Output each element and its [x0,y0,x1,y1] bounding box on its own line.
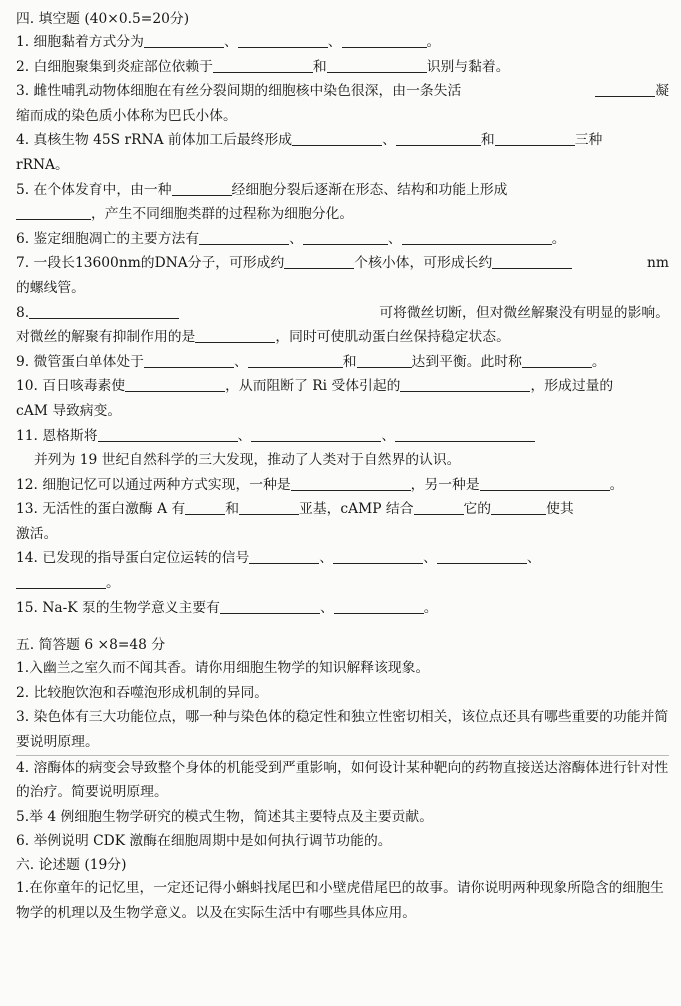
answer-blank[interactable] [284,254,354,269]
answer-blank[interactable] [29,304,179,319]
short-answer-2: 2. 比较胞饮泡和吞噬泡形成机制的异同。 [16,684,269,701]
answer-blank[interactable] [98,427,238,442]
question-10-cont: cAM 导致病变。 [16,402,122,419]
answer-blank[interactable] [16,574,106,589]
question-9: 9. 微管蛋白单体处于 、 和 达到平衡。此时称 。 [16,353,606,370]
answer-blank[interactable] [249,549,319,564]
answer-blank[interactable] [334,599,424,614]
answer-blank[interactable] [239,500,299,515]
answer-blank[interactable] [248,353,343,368]
answer-blank[interactable] [125,377,225,392]
short-answer-1: 1.入幽兰之室久而不闻其香。请你用细胞生物学的知识解释该现象。 [16,660,430,677]
answer-blank[interactable] [213,58,313,73]
section-6-title: 六. 论述题 (19分) [16,857,127,873]
answer-blank[interactable] [357,353,412,368]
short-answer-3: 3. 染色体有三大功能位点，哪一种与染色体的稳定性和独立性密切相关，该位点还具有哪些重要的功能并简要说明原理。 [16,709,669,751]
answer-blank[interactable] [220,599,320,614]
section-5-title: 五. 简答题 6 ×8=48 分 [16,637,166,654]
question-6: 6. 鉴定细胞凋亡的主要方法有 、 、 。 [16,230,566,247]
answer-blank[interactable] [291,476,411,491]
answer-blank[interactable] [400,377,530,392]
question-7: 7. 一段长13600nm的DNA分子，可形成约 个核小体，可形成长约 nm [16,255,669,272]
answer-blank[interactable] [144,33,224,48]
question-15: 15. Na-K 泵的生物学意义主要有 、 。 [16,599,438,616]
answer-blank[interactable] [522,353,592,368]
answer-blank[interactable] [396,131,481,146]
question-11: 11. 恩格斯将 、 、 [16,424,669,449]
answer-blank[interactable] [495,131,575,146]
answer-blank[interactable] [16,205,91,220]
question-8-cont: 对微丝的解聚有抑制作用的是 ，同时可使肌动蛋白丝保持稳定状态。 [16,329,510,346]
essay-question-1: 1.在你童年的记忆里，一定还记得小蝌蚪找尾巴和小壁虎借尾巴的故事。请你说明两种现象所隐含的细胞生物学的机理以及生物学意义。以及在实际生活中有哪些具体应用。 [16,880,664,921]
answer-blank[interactable] [402,230,552,245]
short-answer-6: 6. 举例说明 CDK 激酶在细胞周期中是如何执行调节功能的。 [16,833,392,850]
answer-blank[interactable] [172,181,232,196]
answer-blank[interactable] [437,549,527,564]
question-13-cont: 激活。 [16,525,58,542]
question-10: 10. 百日咳毒素使 ，从而阻断了 Ri 受体引起的 ，形成过量的 [16,378,614,395]
answer-blank[interactable] [185,500,225,515]
answer-blank[interactable] [144,353,234,368]
answer-blank[interactable] [480,476,610,491]
question-2: 2. 白细胞聚集到炎症部位依赖于 和 识别与黏着。 [16,58,510,75]
question-4: 4. 真核生物 45S rRNA 前体加工后最终形成 、 和 三种 [16,132,603,149]
question-14-cont: 。 [16,571,669,596]
question-11-cont: 并列为 19 世纪自然科学的三大发现，推动了人类对于自然界的认识。 [34,452,461,469]
answer-blank[interactable] [342,33,427,48]
answer-blank[interactable] [199,230,289,245]
question-14: 14. 已发现的指导蛋白定位运转的信号 、 、 、 [16,550,541,567]
answer-blank[interactable] [195,328,275,343]
answer-blank[interactable] [333,549,423,564]
answer-blank[interactable] [395,427,535,442]
section-4-title: 四. 填空题 (40×0.5=20分) [16,11,190,27]
question-4-cont: rRNA。 [16,156,69,173]
question-8: 8. 可将微丝切断，但对微丝解聚没有明显的影响。 [16,304,669,321]
answer-blank[interactable] [595,82,655,97]
short-answer-4: 4. 溶酶体的病变会导致整个身体的机能受到严重影响，如何设计某种靶向的药物直接送达溶酶体进行针对性的治疗。简要说明原理。 [16,759,669,801]
answer-blank[interactable] [238,33,328,48]
question-3: 3. 雌性哺乳动物体细胞在有丝分裂间期的细胞核中染色很深，由一条失活 凝 [16,83,669,100]
answer-blank[interactable] [491,500,546,515]
question-5-cont: ，产生不同细胞类群的过程称为细胞分化。 [16,202,669,227]
question-7-cont: 的螺线管。 [16,279,85,296]
answer-blank[interactable] [292,131,382,146]
question-1: 1. 细胞黏着方式分为 、 、 。 [16,34,441,50]
question-3-cont: 缩而成的染色质小体称为巴氏小体。 [16,107,237,124]
question-12: 12. 细胞记忆可以通过两种方式实现，一种是 ，另一种是 。 [16,476,624,493]
short-answer-5: 5.举 4 例细胞生物学研究的模式生物，简述其主要特点及主要贡献。 [16,808,434,825]
answer-blank[interactable] [492,254,572,269]
question-5: 5. 在个体发育中，由一种 经细胞分裂后逐渐在形态、结构和功能上形成 [16,181,508,198]
answer-blank[interactable] [251,427,381,442]
answer-blank[interactable] [327,58,427,73]
question-13: 13. 无活性的蛋白激酶 A 有 和 亚基，cAMP 结合 它的 使其 [16,501,574,518]
answer-blank[interactable] [303,230,388,245]
answer-blank[interactable] [414,500,464,515]
